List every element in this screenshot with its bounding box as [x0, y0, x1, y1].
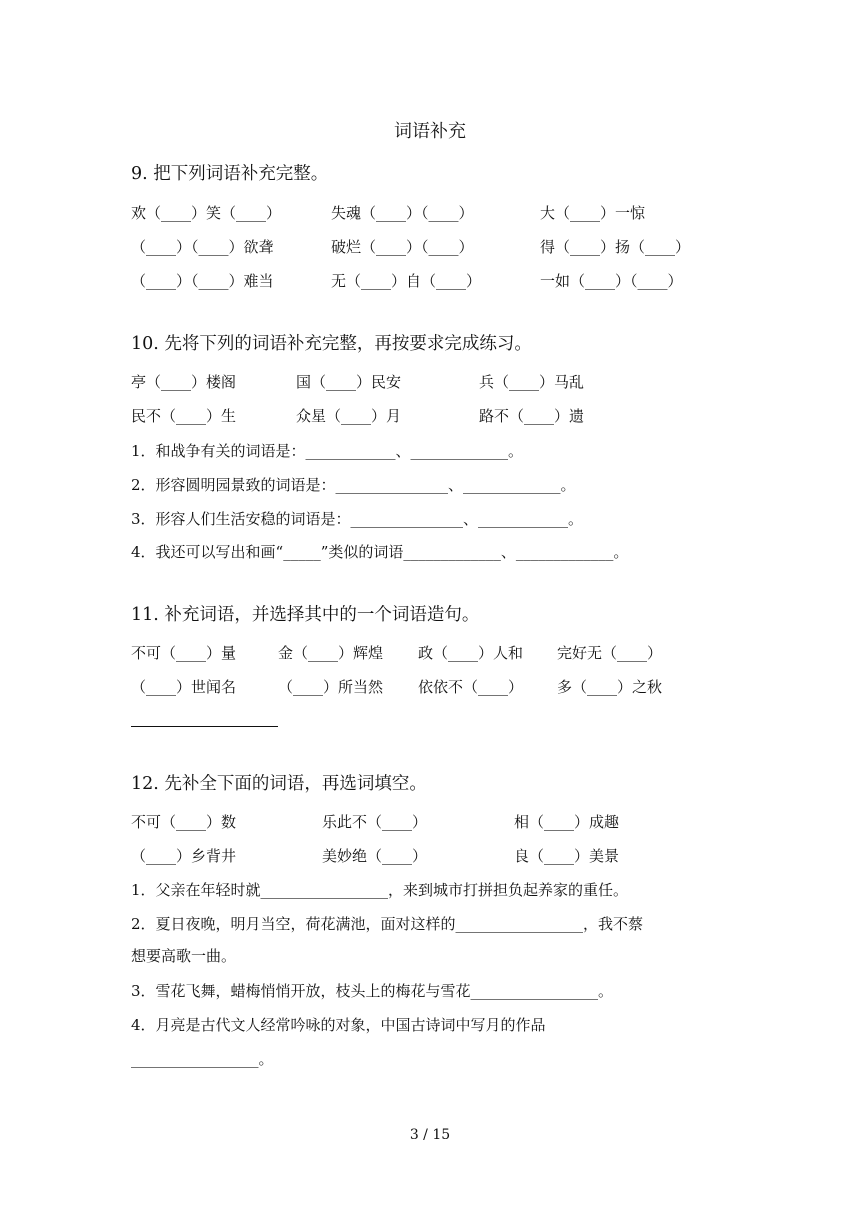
question-10-heading: 10. 先将下列的词语补充完整，再按要求完成练习。 [131, 334, 532, 354]
q12-item: 2．夏日夜晚，明月当空，荷花满池，面对这样的_________________，我不蔡 [131, 915, 644, 933]
q10-word: 国（____）民安 [296, 373, 402, 391]
q12-word: 乐此不（____） [322, 813, 428, 831]
q10-item: 2．形容圆明园景致的词语是：_______________、_____________。 [131, 476, 576, 494]
question-9-heading: 9. 把下列词语补充完整。 [131, 164, 329, 184]
q11-word: 金（____）辉煌 [278, 644, 384, 662]
q12-item: 3．雪花飞舞，蜡梅悄悄开放，枝头上的梅花与雪花_________________。 [131, 982, 614, 1000]
q12-item: 4．月亮是古代文人经常吟咏的对象，中国古诗词中写月的作品 [131, 1016, 546, 1034]
q10-word: 众星（____）月 [296, 407, 402, 425]
q9-word: 得（____）扬（____） [540, 238, 691, 256]
q11-word: （____）所当然 [278, 678, 384, 696]
sentence-answer-line [131, 726, 278, 727]
q10-word: 民不（____）生 [131, 407, 237, 425]
q9-word: 无（____）自（____） [331, 272, 482, 290]
q9-word: （____）（____）欲聋 [131, 238, 274, 256]
page-title: 词语补充 [394, 121, 466, 142]
q9-word: 大（____）一惊 [540, 204, 646, 222]
q12-word: 美妙绝（____） [322, 847, 428, 865]
question-11-heading: 11. 补充词语，并选择其中的一个词语造句。 [131, 605, 480, 625]
q10-item: 3．形容人们生活安稳的词语是：_______________、____________。 [131, 510, 584, 528]
q12-item: 想要高歌一曲。 [131, 947, 237, 965]
q12-word: 良（____）美景 [514, 847, 620, 865]
q9-word: 失魂（____）（____） [331, 204, 474, 222]
q11-word: （____）世闻名 [131, 678, 237, 696]
page-number: 3 / 15 [409, 1127, 451, 1143]
q11-word: 政（____）人和 [418, 644, 524, 662]
q12-item: 1．父亲在年轻时就_________________，来到城市打拼担负起养家的重任。 [131, 881, 629, 899]
q9-word: 一如（____）（____） [540, 272, 683, 290]
q10-item: 4．我还可以写出和画“_____”类似的词语_____________、_____________。 [131, 543, 629, 561]
q11-word: 多（____）之秋 [557, 678, 663, 696]
q10-word: 亭（____）楼阁 [131, 373, 237, 391]
q9-word: （____）（____）难当 [131, 272, 274, 290]
q11-word: 完好无（____） [557, 644, 663, 662]
q12-word: 不可（____）数 [131, 813, 237, 831]
question-12-heading: 12. 先补全下面的词语，再选词填空。 [131, 774, 427, 794]
q9-word: 欢（____）笑（____） [131, 204, 282, 222]
q10-item: 1．和战争有关的词语是：____________、_____________。 [131, 442, 524, 460]
q9-word: 破烂（____）（____） [331, 238, 474, 256]
q11-word: 依依不（____） [418, 678, 524, 696]
q12-word: （____）乡背井 [131, 847, 237, 865]
q10-word: 兵（____）马乱 [479, 373, 585, 391]
q12-item: _________________。 [131, 1050, 274, 1068]
q12-word: 相（____）成趣 [514, 813, 620, 831]
q11-word: 不可（____）量 [131, 644, 237, 662]
q10-word: 路不（____）遗 [479, 407, 585, 425]
